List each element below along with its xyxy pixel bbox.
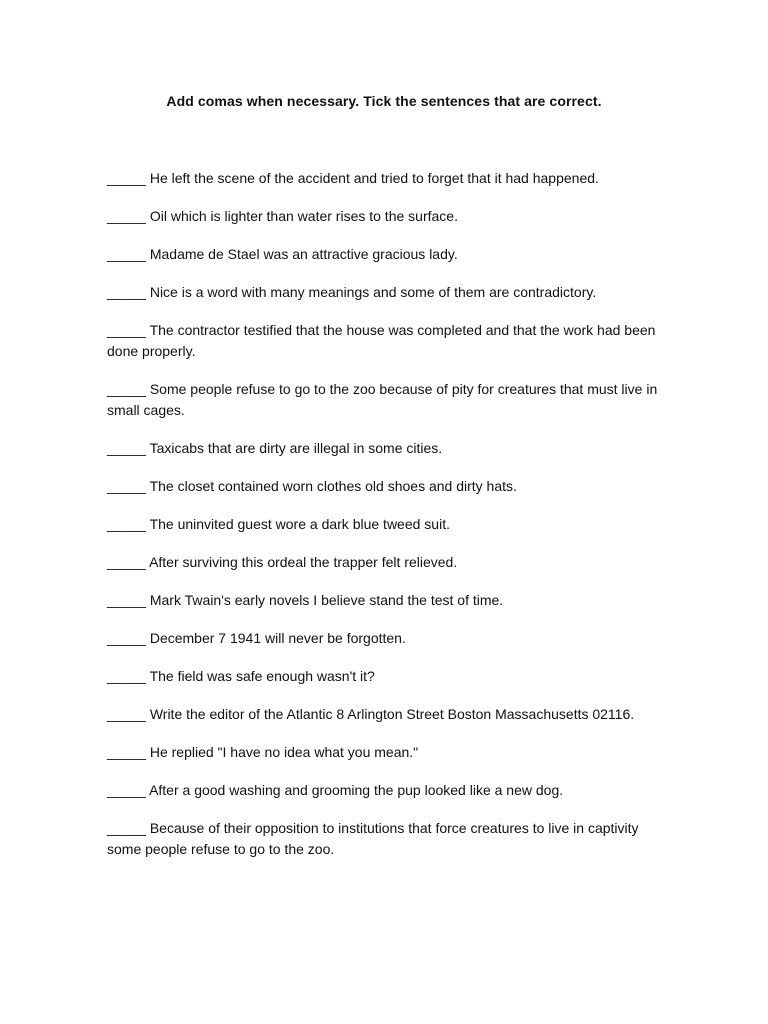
answer-blank[interactable]: _____ (107, 322, 146, 338)
answer-blank[interactable]: _____ (107, 440, 146, 456)
sentence-text: Write the editor of the Atlantic 8 Arlington Street Boston Massachusetts 02116. (149, 706, 635, 722)
sentence-text: The uninvited guest wore a dark blue tweed suit. (149, 516, 450, 532)
sentence-item (107, 552, 667, 573)
answer-blank[interactable]: _____ (107, 246, 146, 262)
sentence-text: He left the scene of the accident and tried to forget that it had happened. (149, 170, 599, 186)
sentence-item (107, 476, 667, 497)
answer-blank[interactable]: _____ (107, 478, 146, 494)
sentence-text: The field was safe enough wasn't it? (149, 668, 375, 684)
sentence-item (107, 244, 667, 265)
sentence-item (107, 206, 667, 227)
sentence-item (107, 282, 667, 303)
sentence-text: Madame de Stael was an attractive gracious lady. (149, 246, 458, 262)
answer-blank[interactable]: _____ (107, 170, 146, 186)
sentence-item (107, 704, 667, 725)
sentence-item (107, 168, 667, 189)
sentence-text: The closet contained worn clothes old shoes and dirty hats. (149, 478, 517, 494)
answer-blank[interactable]: _____ (107, 782, 146, 798)
sentence-text: Mark Twain's early novels I believe stand the test of time. (149, 592, 504, 608)
sentence-text: He replied "I have no idea what you mean." (149, 744, 419, 760)
sentence-text: December 7 1941 will never be forgotten. (149, 630, 406, 646)
sentence-item (107, 320, 667, 362)
sentence-item (107, 666, 667, 687)
sentence-item (107, 379, 667, 421)
answer-blank[interactable]: _____ (107, 668, 146, 684)
sentence-text: The contractor testified that the house was completed and that the work had been done properly. (107, 322, 656, 359)
answer-blank[interactable]: _____ (107, 208, 146, 224)
instructions-heading: Add comas when necessary. Tick the sentences that are correct. (166, 93, 602, 109)
sentence-list (107, 168, 667, 877)
sentence-item (107, 628, 667, 649)
answer-blank[interactable]: _____ (107, 820, 146, 836)
sentence-item (107, 780, 667, 801)
answer-blank[interactable]: _____ (107, 554, 146, 570)
answer-blank[interactable]: _____ (107, 284, 146, 300)
sentence-text: Oil which is lighter than water rises to the surface. (149, 208, 458, 224)
answer-blank[interactable]: _____ (107, 630, 146, 646)
sentence-text: After a good washing and grooming the pup looked like a new dog. (149, 782, 564, 798)
sentence-item (107, 742, 667, 763)
sentence-item (107, 514, 667, 535)
answer-blank[interactable]: _____ (107, 381, 146, 397)
answer-blank[interactable]: _____ (107, 706, 146, 722)
sentence-text: Because of their opposition to institutions that force creatures to live in captivity some people refuse to go to the zoo. (107, 820, 639, 857)
answer-blank[interactable]: _____ (107, 744, 146, 760)
sentence-text: Nice is a word with many meanings and some of them are contradictory. (149, 284, 597, 300)
sentence-item (107, 438, 667, 459)
answer-blank[interactable]: _____ (107, 516, 146, 532)
sentence-item (107, 818, 667, 860)
sentence-item (107, 590, 667, 611)
answer-blank[interactable]: _____ (107, 592, 146, 608)
sentence-text: Taxicabs that are dirty are illegal in some cities. (149, 440, 443, 456)
sentence-text: After surviving this ordeal the trapper felt relieved. (149, 554, 458, 570)
sentence-text: Some people refuse to go to the zoo because of pity for creatures that must live in small cages. (107, 381, 658, 418)
